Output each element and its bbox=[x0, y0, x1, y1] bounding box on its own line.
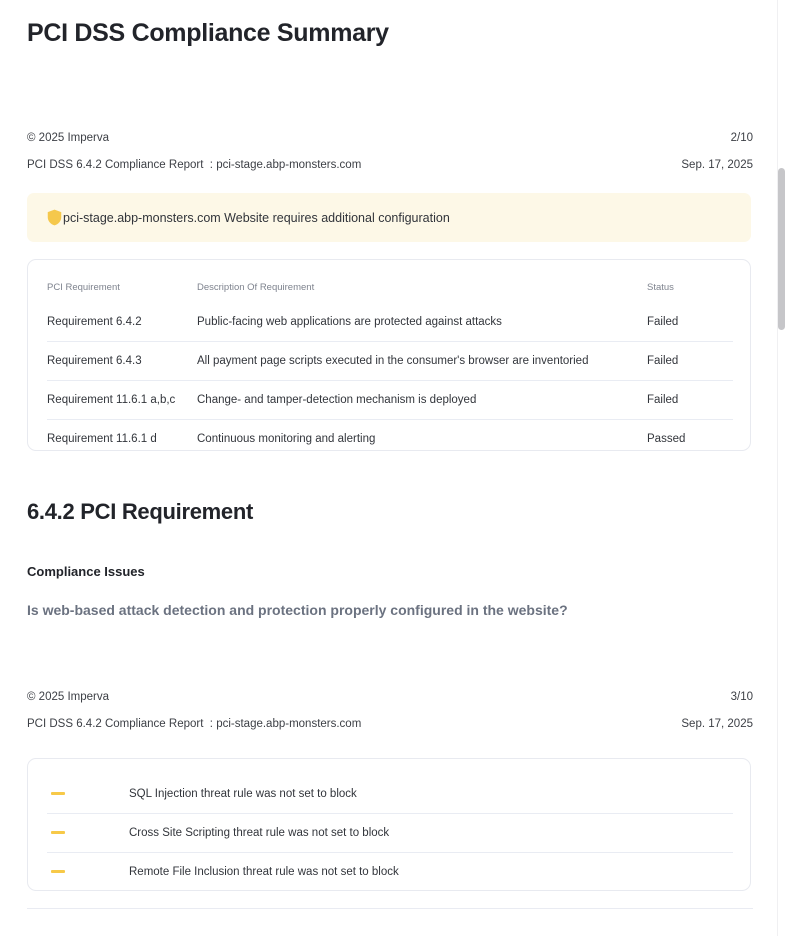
warning-banner-text: pci-stage.abp-monsters.com Website requires additional configuration bbox=[63, 210, 450, 225]
copyright-text-bottom: © 2025 Imperva bbox=[27, 691, 109, 703]
shield-icon bbox=[47, 209, 62, 226]
issue-marker-cell bbox=[47, 775, 129, 814]
cell-description: Change- and tamper-detection mechanism is deployed bbox=[197, 381, 647, 420]
scrollbar-thumb[interactable] bbox=[778, 168, 785, 330]
compliance-question: Is web-based attack detection and protection properly configured in the website? bbox=[27, 602, 568, 618]
meta-row-report-bottom bbox=[27, 716, 753, 732]
table-row bbox=[47, 342, 733, 381]
meta-block-top bbox=[27, 130, 753, 173]
status-badge: Failed bbox=[647, 381, 733, 420]
page-title: PCI DSS Compliance Summary bbox=[27, 19, 389, 47]
meta-row-report-top bbox=[27, 157, 753, 173]
issue-marker-cell bbox=[47, 814, 129, 853]
status-badge: Failed bbox=[647, 342, 733, 381]
meta-block-bottom bbox=[27, 689, 753, 732]
cell-description: Public-facing web applications are protected against attacks bbox=[197, 316, 502, 328]
requirements-table-head bbox=[47, 260, 733, 303]
compliance-issues-heading: Compliance Issues bbox=[27, 564, 145, 579]
table-header-row bbox=[47, 260, 733, 303]
section-divider bbox=[27, 908, 753, 909]
issues-table bbox=[47, 775, 733, 891]
warning-banner bbox=[27, 193, 751, 242]
issues-table-body bbox=[47, 775, 733, 891]
report-date-bottom: Sep. 17, 2025 bbox=[681, 718, 753, 730]
scrollbar[interactable] bbox=[777, 0, 786, 936]
issue-marker-cell bbox=[47, 853, 129, 892]
column-header-status: Status bbox=[647, 282, 674, 293]
column-header-requirement: PCI Requirement bbox=[47, 282, 120, 293]
meta-row-copyright-top bbox=[27, 130, 753, 146]
dash-icon bbox=[51, 831, 65, 834]
cell-requirement: Requirement 11.6.1 a,b,c bbox=[47, 381, 197, 420]
report-line-bottom: PCI DSS 6.4.2 Compliance Report : pci-stage.abp-monsters.com bbox=[27, 718, 362, 730]
list-item bbox=[47, 814, 733, 853]
page-number-top: 2/10 bbox=[730, 132, 753, 144]
compliance-issues-card bbox=[27, 758, 751, 891]
list-item bbox=[47, 853, 733, 892]
dash-icon bbox=[51, 870, 65, 873]
cell-requirement: Requirement 11.6.1 d bbox=[47, 420, 197, 459]
cell-requirement: Requirement 6.4.3 bbox=[47, 342, 197, 381]
status-badge: Failed bbox=[647, 316, 679, 328]
page-number-bottom: 3/10 bbox=[730, 691, 753, 703]
issue-text: SQL Injection threat rule was not set to block bbox=[129, 788, 357, 800]
table-row bbox=[47, 381, 733, 420]
issue-text: Remote File Inclusion threat rule was not set to block bbox=[129, 853, 733, 892]
meta-row-copyright-bottom bbox=[27, 689, 753, 705]
cell-description: All payment page scripts executed in the consumer's browser are inventoried bbox=[197, 342, 647, 381]
requirements-card bbox=[27, 259, 751, 451]
status-badge: Passed bbox=[647, 420, 733, 459]
column-header-description: Description Of Requirement bbox=[197, 282, 315, 293]
issue-text: Cross Site Scripting threat rule was not set to block bbox=[129, 814, 733, 853]
requirements-table-body bbox=[47, 303, 733, 458]
copyright-text-top: © 2025 Imperva bbox=[27, 132, 109, 144]
table-row bbox=[47, 420, 733, 459]
cell-requirement: Requirement 6.4.2 bbox=[47, 316, 142, 328]
cell-description: Continuous monitoring and alerting bbox=[197, 420, 647, 459]
table-row bbox=[47, 303, 733, 342]
dash-icon bbox=[51, 792, 65, 795]
list-item bbox=[47, 775, 733, 814]
report-line-top: PCI DSS 6.4.2 Compliance Report : pci-stage.abp-monsters.com bbox=[27, 159, 362, 171]
section-title: 6.4.2 PCI Requirement bbox=[27, 499, 254, 524]
report-date-top: Sep. 17, 2025 bbox=[681, 159, 753, 171]
requirements-table bbox=[47, 260, 733, 458]
